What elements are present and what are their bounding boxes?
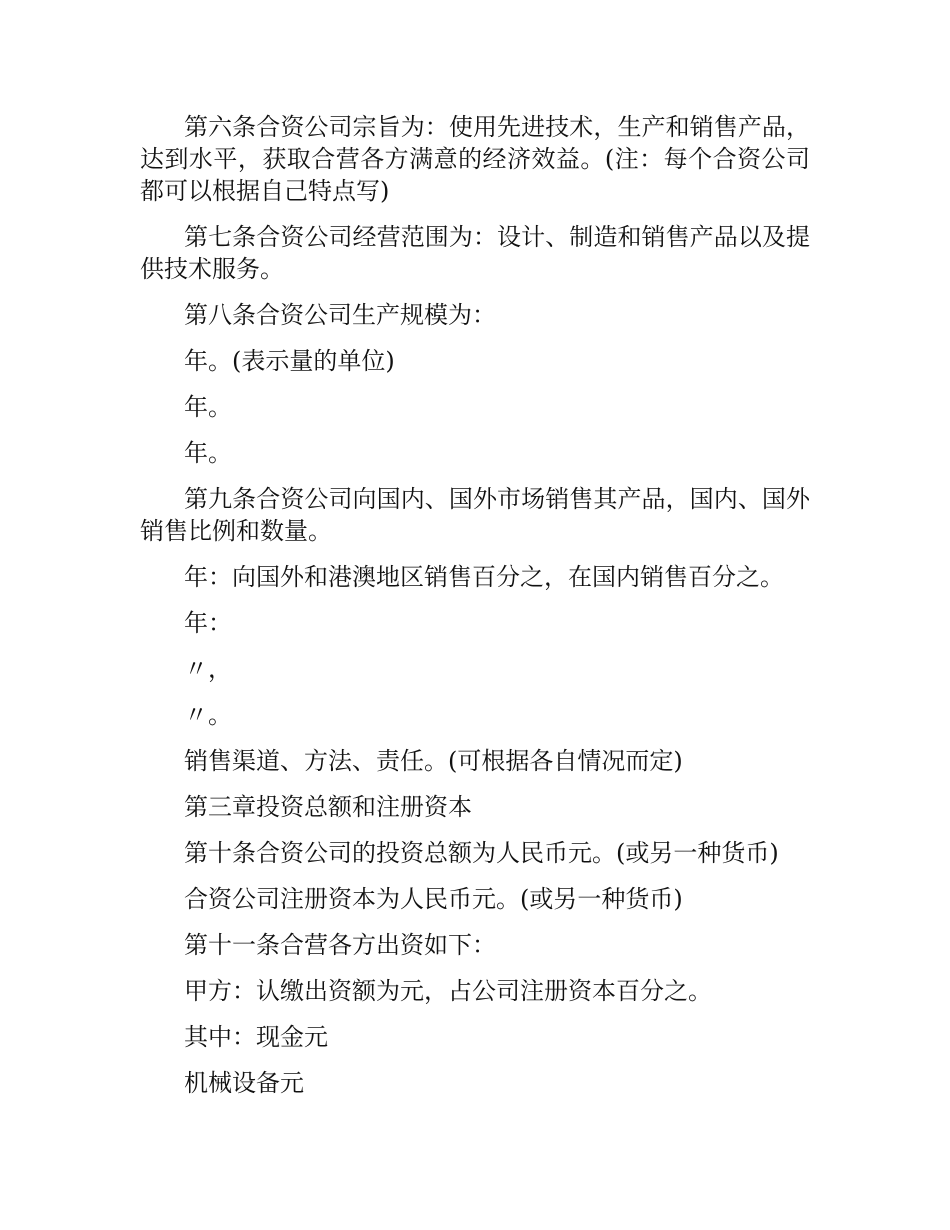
paragraph-sales-ratio: 年：向国外和港澳地区销售百分之，在国内销售百分之。 <box>184 563 784 591</box>
chapter-3-heading: 第三章投资总额和注册资本 <box>184 793 472 821</box>
paragraph-registered-capital: 合资公司注册资本为人民币元。(或另一种货币) <box>184 885 683 913</box>
paragraph-year-line-2: 年。 <box>184 393 232 421</box>
paragraph-article-8: 第八条合资公司生产规模为： <box>184 301 496 329</box>
paragraph-article-7: 第七条合资公司经营范围为：设计、制造和销售产品以及提供技术服务。 <box>140 223 810 283</box>
paragraph-article-6: 第六条合资公司宗旨为：使用先进技术，生产和销售产品，达到水平，获取合营各方满意的经济效益。(注：每个合资公司都可以根据自己特点写) <box>140 113 810 205</box>
document-body <box>140 111 810 1113</box>
paragraph-party-a: 甲方：认缴出资额为元，占公司注册资本百分之。 <box>184 977 712 1005</box>
paragraph-article-11: 第十一条合营各方出资如下： <box>184 931 496 959</box>
paragraph-ditto-2: 〃。 <box>184 701 232 729</box>
paragraph-year-line-3: 年。 <box>184 439 232 467</box>
paragraph-ditto-1: 〃， <box>184 655 232 683</box>
paragraph-article-9: 第九条合资公司向国内、国外市场销售其产品，国内、国外销售比例和数量。 <box>140 485 810 545</box>
paragraph-machinery: 机械设备元 <box>184 1069 304 1097</box>
paragraph-year-colon: 年： <box>184 609 232 637</box>
paragraph-article-10: 第十条合资公司的投资总额为人民币元。(或另一种货币) <box>184 839 779 867</box>
paragraph-cash: 其中：现金元 <box>184 1023 328 1051</box>
paragraph-sales-channels: 销售渠道、方法、责任。(可根据各自情况而定) <box>184 747 683 775</box>
paragraph-year-line-1: 年。(表示量的单位) <box>184 347 395 375</box>
